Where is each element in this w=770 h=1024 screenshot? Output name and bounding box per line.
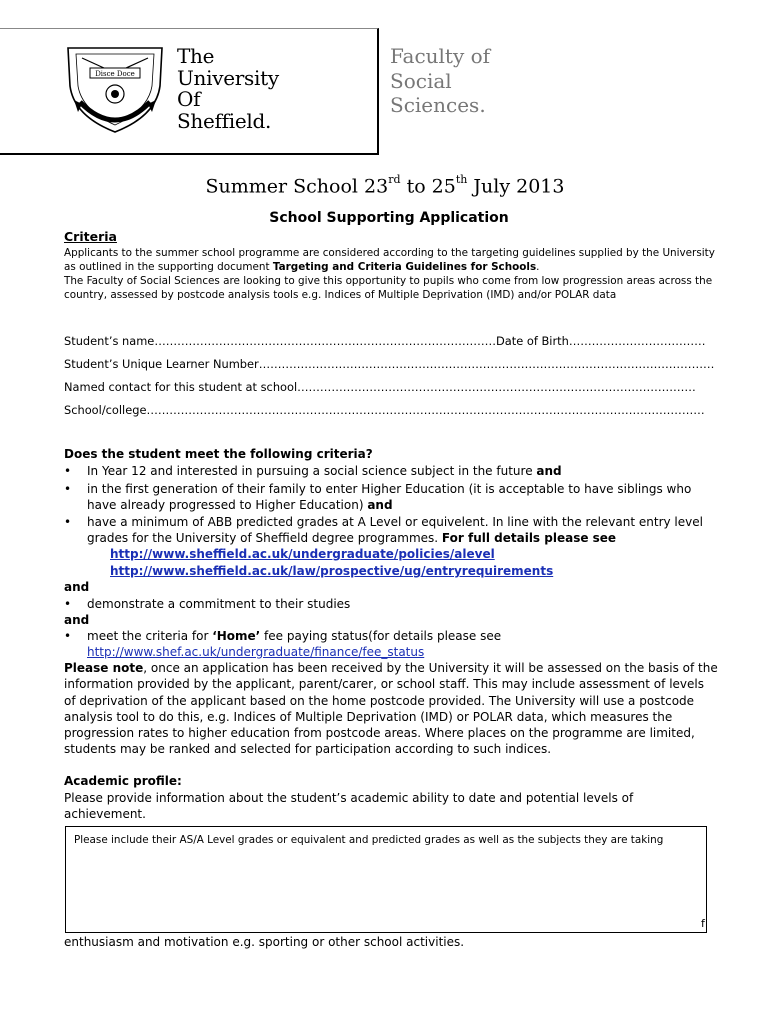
bullet-text: in the first generation of their family to enter Higher Education (it is acceptable to have siblings who have already progressed to Higher Education) xyxy=(87,482,692,513)
faculty-name xyxy=(390,44,490,118)
university-name-line: University xyxy=(177,65,279,90)
title-prefix: Summer School 23 xyxy=(205,175,389,198)
bullet-bold-text: ‘Home’ xyxy=(212,629,261,643)
university-name-line: Of xyxy=(177,87,201,111)
bullet-marker: • xyxy=(64,597,72,611)
bullet-marker: • xyxy=(64,629,72,643)
university-name-line: Sheffield. xyxy=(177,108,272,133)
link-text[interactable]: http://www.sheffield.ac.uk/law/prospective/ug/entryrequirements xyxy=(110,564,554,578)
faculty-name-line: Faculty of xyxy=(390,44,491,68)
link-text[interactable]: http://www.sheffield.ac.uk/undergraduate/policies/alevel xyxy=(110,547,495,561)
bullet-and: and xyxy=(536,464,562,478)
bullet-marker: • xyxy=(64,515,72,529)
criteria-question-heading: Does the student meet the following criteria? xyxy=(64,447,373,461)
faculty-name-line: Sciences. xyxy=(390,93,486,117)
unique-learner-number-field[interactable]: Student’s Unique Learner Number………………………………………………………………………………………………………… xyxy=(64,357,715,371)
bullet-text: In Year 12 and interested in pursuing a social science subject in the future xyxy=(87,464,537,478)
title-middle: to 25 xyxy=(400,175,456,198)
academic-profile-instructions: Please include their AS/A Level grades or equivalent and predicted grades as well as the subjects they are taking xyxy=(74,834,664,846)
bullet-text: demonstrate a commitment to their studies xyxy=(87,597,351,611)
student-name-field[interactable]: Student’s name………………………………………………………………………………Date of Birth……………………………… xyxy=(64,334,706,348)
page-title xyxy=(0,175,770,197)
criteria-document-name: Targeting and Criteria Guidelines for Schools xyxy=(272,261,537,274)
criteria-text: Applicants to the summer school programme are considered according to the targeting guidelines supplied by the University as outlined in the supporting document xyxy=(64,247,715,274)
bullet-marker: • xyxy=(64,482,72,496)
university-name-line: The xyxy=(177,44,215,68)
academic-profile-input-box[interactable] xyxy=(65,826,707,933)
bullet-text: fee paying status(for details please see xyxy=(260,629,502,643)
bullet-bold-text: For full details please see xyxy=(441,531,617,546)
title-sup-th: th xyxy=(455,173,468,186)
bullet-and: and xyxy=(367,498,393,513)
criteria-text-end: . xyxy=(536,261,540,274)
bullet-text: meet the criteria for xyxy=(87,629,213,643)
fee-status-link[interactable] xyxy=(87,644,424,660)
form-subtitle: School Supporting Application xyxy=(269,210,509,226)
criteria-heading: Criteria xyxy=(64,229,117,244)
academic-profile-text: Please provide information about the student’s academic ability to date and potential levels of achievement. xyxy=(64,791,634,822)
university-crest-logo xyxy=(60,42,170,134)
please-note-paragraph xyxy=(64,660,719,758)
please-note-label: Please note xyxy=(64,661,144,675)
link-text[interactable]: http://www.shef.ac.uk/undergraduate/finance/fee_status xyxy=(87,645,425,659)
university-name xyxy=(177,46,279,132)
bullet-marker: • xyxy=(64,464,72,478)
school-contact-field[interactable]: Named contact for this student at school…………………………………………………………………………………………… xyxy=(64,380,696,394)
and-connector: and xyxy=(64,613,90,627)
bullet-text: have a minimum of ABB predicted grades at A Level or equivelent. In line with the relevant entry level grades for the University of Sheffield degree programmes. xyxy=(87,515,703,546)
and-connector: and xyxy=(64,580,90,594)
criteria-paragraph-1 xyxy=(64,246,724,274)
faculty-name-line: Social xyxy=(390,68,452,93)
criteria-paragraph-2: The Faculty of Social Sciences are looking to give this opportunity to pupils who come from low progression areas across the country, assessed by postcode analysis tools e.g. Indices of Multiple Deprivation (IMD) and/or POLAR data xyxy=(64,275,713,302)
title-suffix: July 2013 xyxy=(467,175,565,198)
academic-profile-heading: Academic profile: xyxy=(64,774,182,788)
clipped-text-fragment: f xyxy=(701,917,705,930)
please-note-text: , once an application has been received by the University it will be assessed on the basis of the information provided by the applicant, parent/carer, or school staff. This may include assessment of levels of deprivation of the applicant based on the home postcode provided. The University will use a postcode analysis tool to do this, e.g. Indices of Multiple Deprivation (IMD) or POLAR data, which measures the progression rates to higher education from postcode areas. Where places on the programme are limited, students may be ranked and selected for participation according to such indices. xyxy=(64,661,718,757)
alevel-policy-link[interactable] xyxy=(110,546,495,562)
title-sup-rd: rd xyxy=(388,173,401,186)
school-college-field[interactable]: School/college………………………………………………………………………………………………………………………………… xyxy=(64,403,705,417)
entry-requirements-link[interactable] xyxy=(110,563,553,579)
activities-text: enthusiasm and motivation e.g. sporting or other school activities. xyxy=(64,935,465,949)
crest-motto: Disce Doce xyxy=(95,70,135,78)
